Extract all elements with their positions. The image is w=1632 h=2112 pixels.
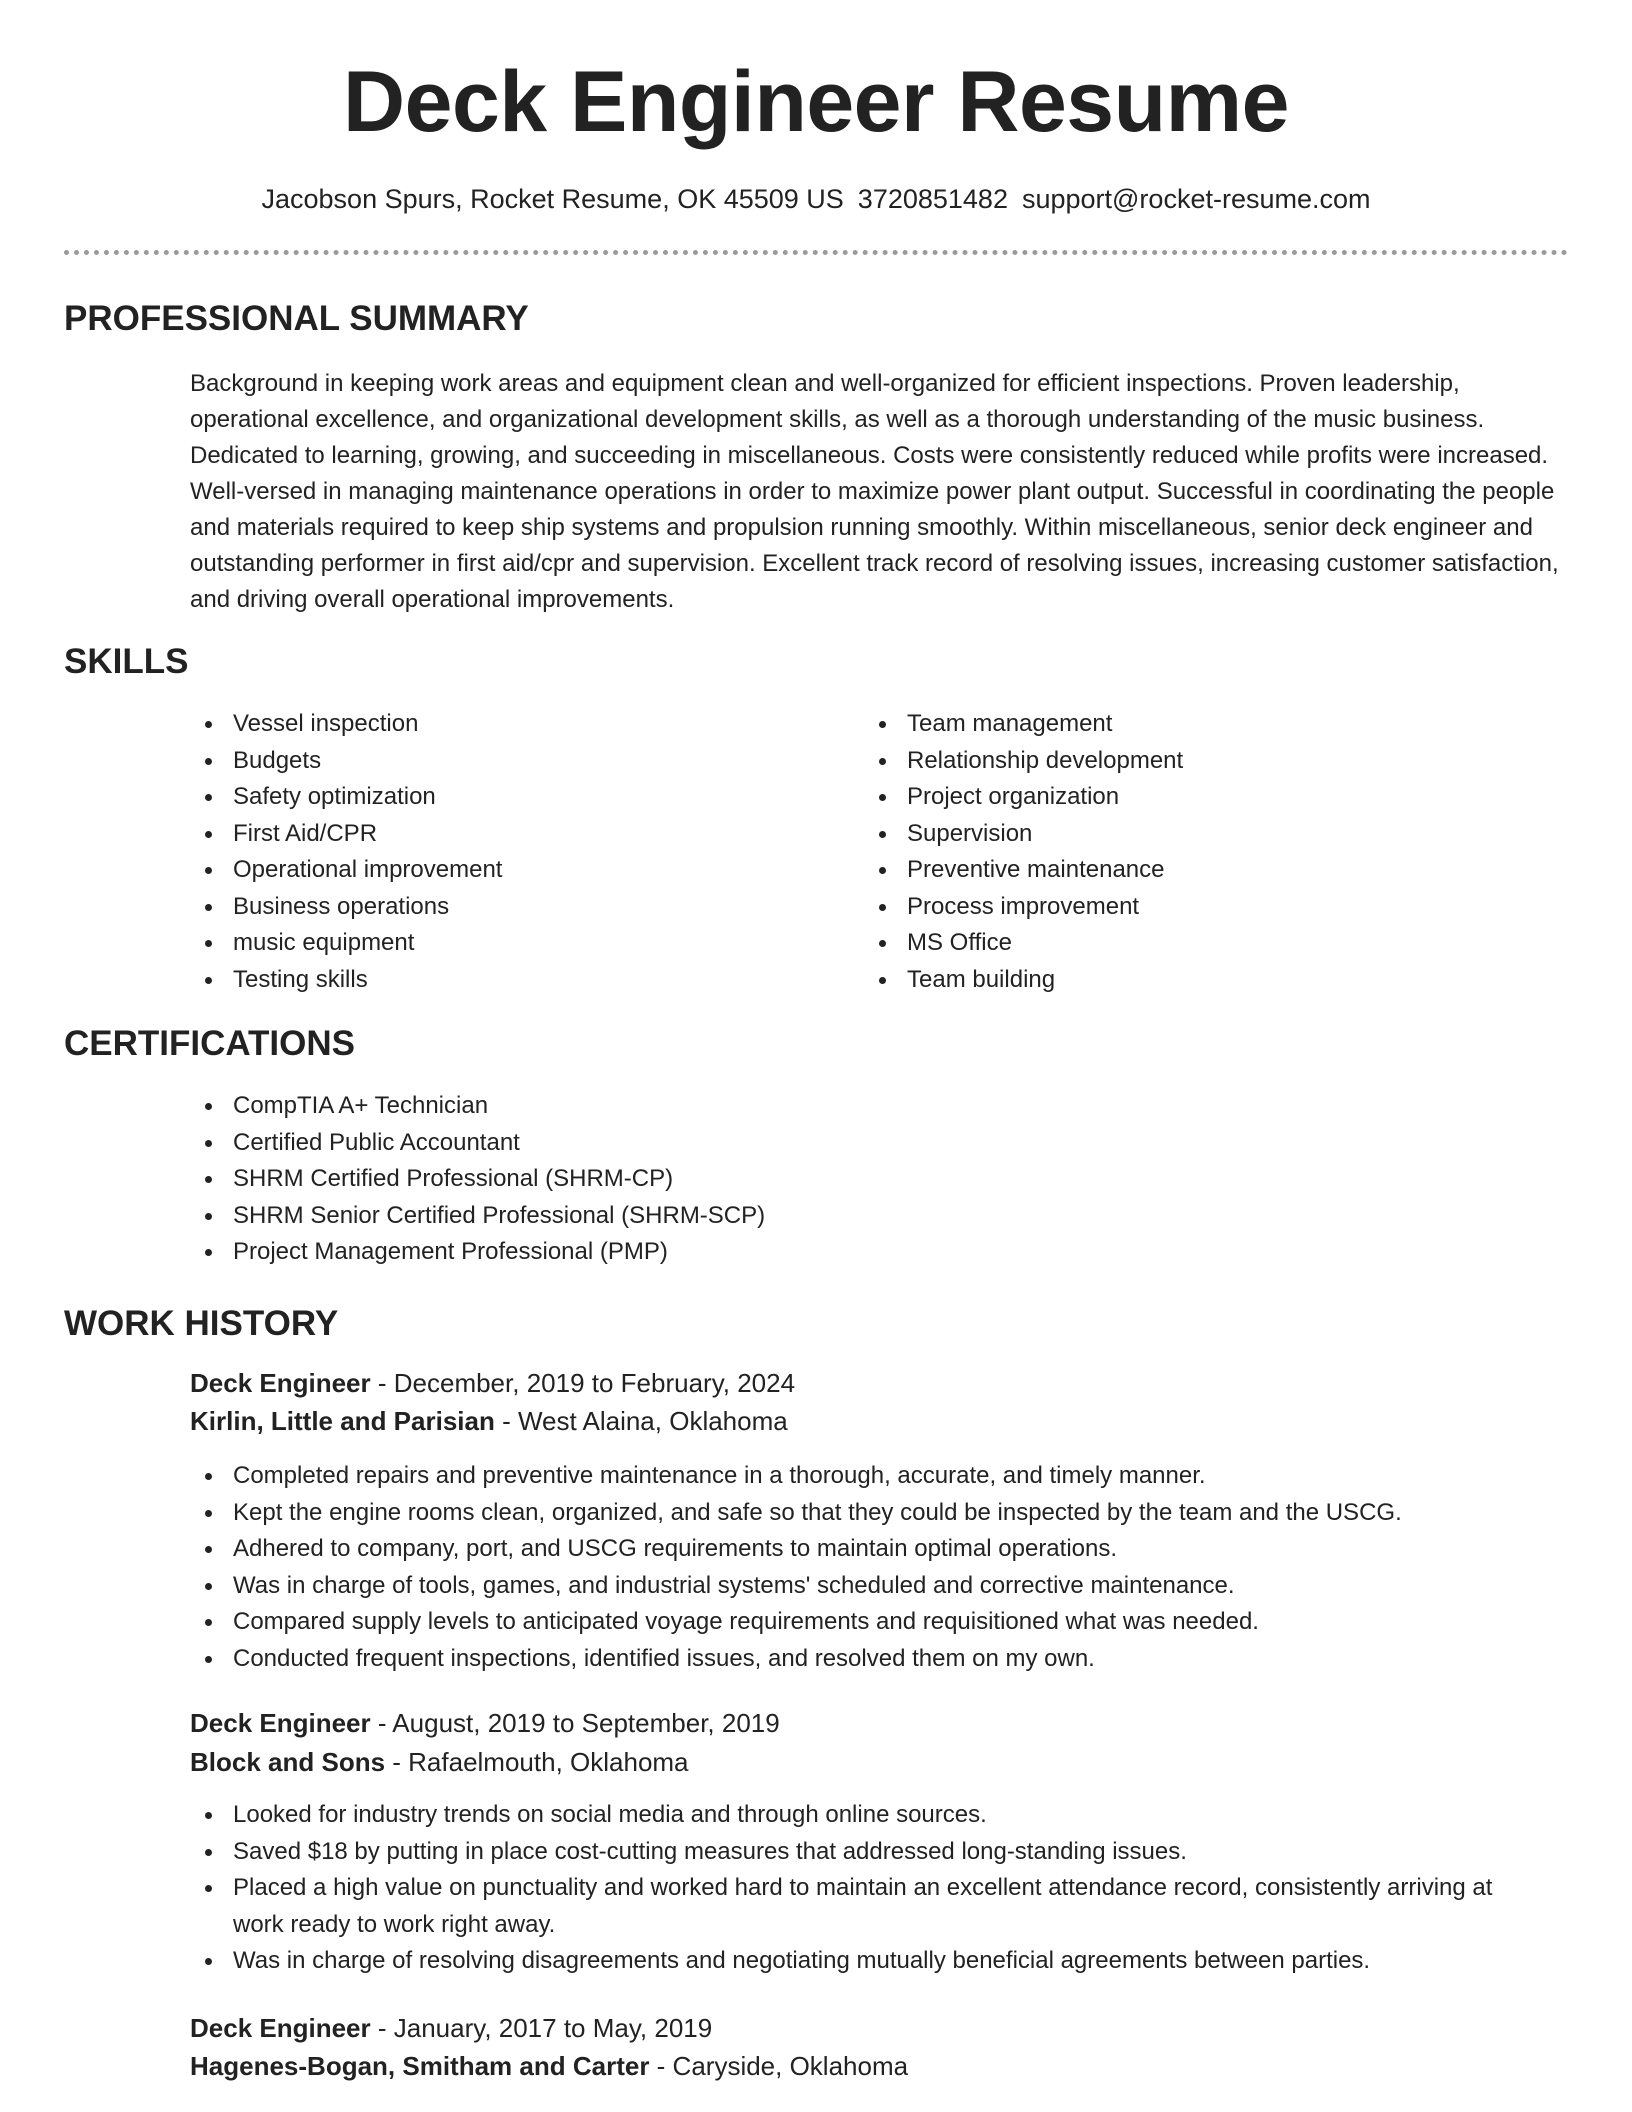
summary-text: Background in keeping work areas and equipment clean and well-organized for efficient inspections. Proven leadership, operational excellence, and organizational development skills, as well as a thorough understanding of the music business. Dedicated to learning, growing, and succeeding in miscellaneous. Costs were consistently reduced while profits were increased. Well-versed in managing maintenance operations in order to maximize power plant output. Successful in coordinating the people and materials required to keep ship systems and propulsion running smoothly. Within miscellaneous, senior deck engineer and outstanding performer in first aid/cpr and supervision. Excellent track record of resolving issues, increasing customer satisfaction, and driving overall operational improvements. (190, 370, 1559, 613)
header-divider (64, 250, 1568, 255)
section-heading-work-history: WORK HISTORY (64, 1304, 339, 1343)
job-company-line (190, 1404, 788, 1438)
skill-item: Preventive maintenance (864, 852, 1504, 889)
job-duties-list (190, 1797, 1530, 1980)
job-location: - West Alaina, Oklahoma (494, 1406, 788, 1436)
certification-item: SHRM Certified Professional (SHRM-CP) (190, 1161, 1390, 1198)
skill-item: Project organization (864, 779, 1504, 816)
skill-item: Testing skills (190, 962, 830, 999)
contact-email: support@rocket-resume.com (1021, 184, 1371, 214)
page-title: Deck Engineer Resume (343, 54, 1289, 150)
job-location: - Caryside, Oklahoma (649, 2051, 909, 2081)
section-heading-summary: PROFESSIONAL SUMMARY (64, 299, 529, 338)
skill-item: First Aid/CPR (190, 816, 830, 853)
job-duty-item: Saved $18 by putting in place cost-cutting measures that addressed long-standing issues. (190, 1834, 1530, 1871)
certification-item: SHRM Senior Certified Professional (SHRM-SCP) (190, 1198, 1390, 1235)
job-dates: - January, 2017 to May, 2019 (370, 2013, 713, 2043)
skill-item: MS Office (864, 925, 1504, 962)
job-company: Kirlin, Little and Parisian (190, 1406, 495, 1436)
skill-item: Vessel inspection (190, 706, 830, 743)
job-title-line (190, 1706, 780, 1740)
skill-item: Team management (864, 706, 1504, 743)
certifications-list (190, 1088, 1390, 1271)
job-company: Block and Sons (190, 1747, 386, 1777)
job-company-line (190, 2049, 908, 2083)
skill-item: Operational improvement (190, 852, 830, 889)
skills-list-right (864, 706, 1504, 998)
job-duty-item: Looked for industry trends on social media and through online sources. (190, 1797, 1530, 1834)
skill-item: Process improvement (864, 889, 1504, 926)
job-title-line (190, 1366, 795, 1400)
section-heading-certifications: CERTIFICATIONS (64, 1024, 356, 1063)
contact-line (0, 182, 1632, 216)
job-duty-item: Kept the engine rooms clean, organized, and safe so that they could be inspected by the team and the USCG. (190, 1495, 1570, 1532)
job-title: Deck Engineer (190, 1708, 371, 1738)
job-duty-item: Completed repairs and preventive maintenance in a thorough, accurate, and timely manner. (190, 1458, 1570, 1495)
job-company: Hagenes-Bogan, Smitham and Carter (190, 2051, 650, 2081)
certification-item: Certified Public Accountant (190, 1125, 1390, 1162)
job-location: - Rafaelmouth, Oklahoma (385, 1747, 689, 1777)
skill-item: Supervision (864, 816, 1504, 853)
job-title-line (190, 2011, 712, 2045)
job-duty-item: Was in charge of tools, games, and industrial systems' scheduled and corrective maintenance. (190, 1568, 1570, 1605)
job-dates: - August, 2019 to September, 2019 (370, 1708, 780, 1738)
section-heading-skills: SKILLS (64, 642, 189, 681)
job-duty-item: Placed a high value on punctuality and worked hard to maintain an excellent attendance record, consistently arriving at work ready to work right away. (190, 1870, 1530, 1943)
job-duty-item: Compared supply levels to anticipated voyage requirements and requisitioned what was needed. (190, 1604, 1570, 1641)
job-dates: - December, 2019 to February, 2024 (370, 1368, 796, 1398)
skills-list-left (190, 706, 830, 998)
job-company-line (190, 1745, 689, 1779)
job-title: Deck Engineer (190, 1368, 371, 1398)
skill-item: Safety optimization (190, 779, 830, 816)
skill-item: Budgets (190, 743, 830, 780)
skill-item: Business operations (190, 889, 830, 926)
contact-address: Jacobson Spurs, Rocket Resume, OK 45509 US (261, 184, 844, 214)
skill-item: Team building (864, 962, 1504, 999)
job-duty-item: Conducted frequent inspections, identified issues, and resolved them on my own. (190, 1641, 1570, 1678)
certification-item: CompTIA A+ Technician (190, 1088, 1390, 1125)
job-duties-list (190, 1458, 1570, 1677)
skill-item: music equipment (190, 925, 830, 962)
certification-item: Project Management Professional (PMP) (190, 1234, 1390, 1271)
skill-item: Relationship development (864, 743, 1504, 780)
job-title: Deck Engineer (190, 2013, 371, 2043)
contact-phone: 3720851482 (857, 184, 1008, 214)
job-duty-item: Adhered to company, port, and USCG requirements to maintain optimal operations. (190, 1531, 1570, 1568)
job-duty-item: Was in charge of resolving disagreements and negotiating mutually beneficial agreements between parties. (190, 1943, 1530, 1980)
